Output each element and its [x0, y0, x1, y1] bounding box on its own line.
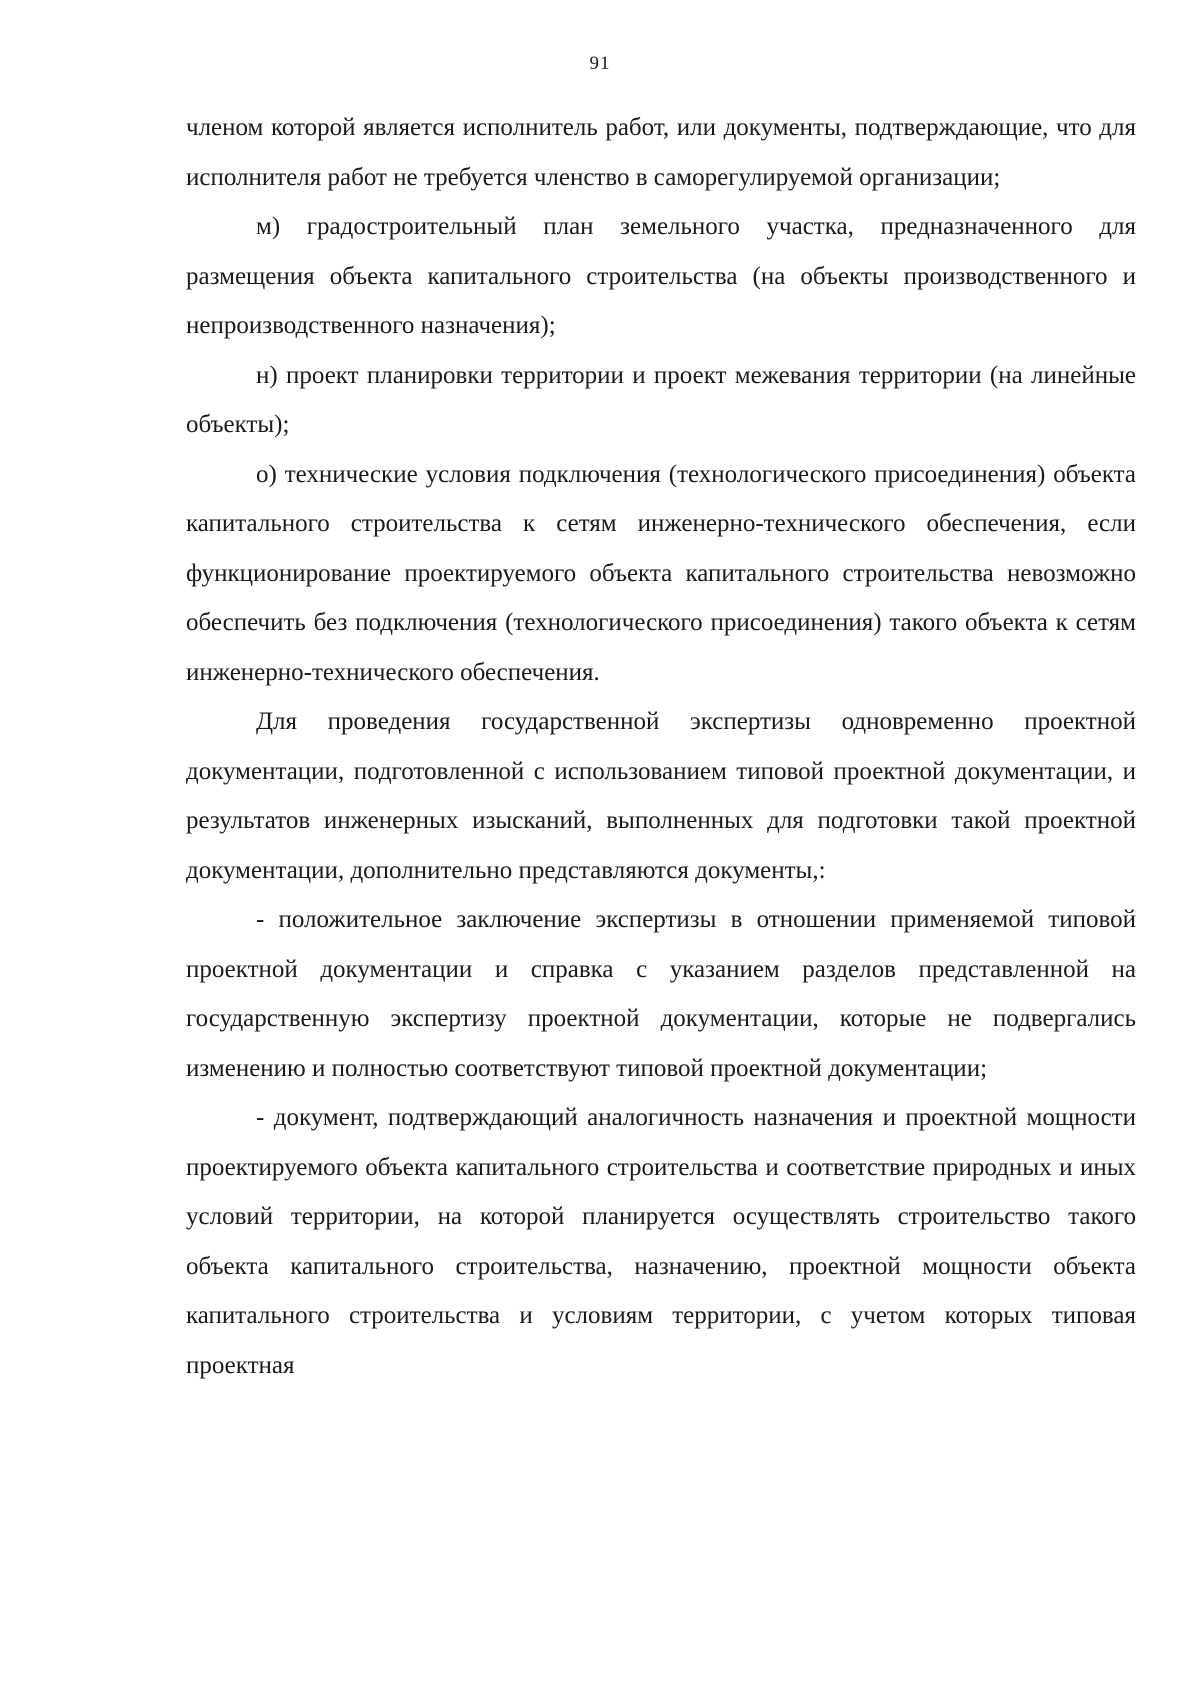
paragraph-continuation: членом которой является исполнитель работ, или документы, подтверждающие, что для исполнителя работ не требуется членство в саморегулируемой организации; — [186, 114, 1136, 191]
document-body — [186, 103, 1136, 1390]
paragraph-bullet-conclusion: - положительное заключение экспертизы в отношении применяемой типовой проектной документации и справка с указанием разделов представленной на государственную экспертизу проектной документации, которые не подвергались изменению и полностью соответствуют типовой проектной документации; — [186, 906, 1136, 1082]
page-number: 91 — [589, 53, 611, 74]
paragraph-item-m: м) градостроительный план земельного участка, предназначенного для размещения объекта капитального строительства (на объекты производственного и непроизводственного назначения); — [186, 213, 1136, 339]
paragraph-item-o: о) технические условия подключения (технологического присоединения) объекта капитального строительства к сетям инженерно-технического обеспечения, если функционирование проектируемого объекта капитального строительства невозможно обеспечить без подключения (технологического присоединения) такого объекта к сетям инженерно-технического обеспечения. — [186, 460, 1136, 686]
paragraph-item-n: н) проект планировки территории и проект межевания территории (на линейные объекты); — [186, 361, 1136, 438]
paragraph-bullet-analogy: - документ, подтверждающий аналогичность назначения и проектной мощности проектируемого объекта капитального строительства и соответствие природных и иных условий территории, на которой планируется осуществлять строительство такого объекта капитального строительства, назначению, проектной мощности объекта капитального строительства и условиям территории, с учетом которых типовая проектная — [186, 1104, 1136, 1379]
paragraph-typical-docs: Для проведения государственной экспертизы одновременно проектной документации, подготовленной с использованием типовой проектной документации, и результатов инженерных изысканий, выполненных для подготовки такой проектной документации, дополнительно представляются документы,: — [186, 708, 1136, 884]
